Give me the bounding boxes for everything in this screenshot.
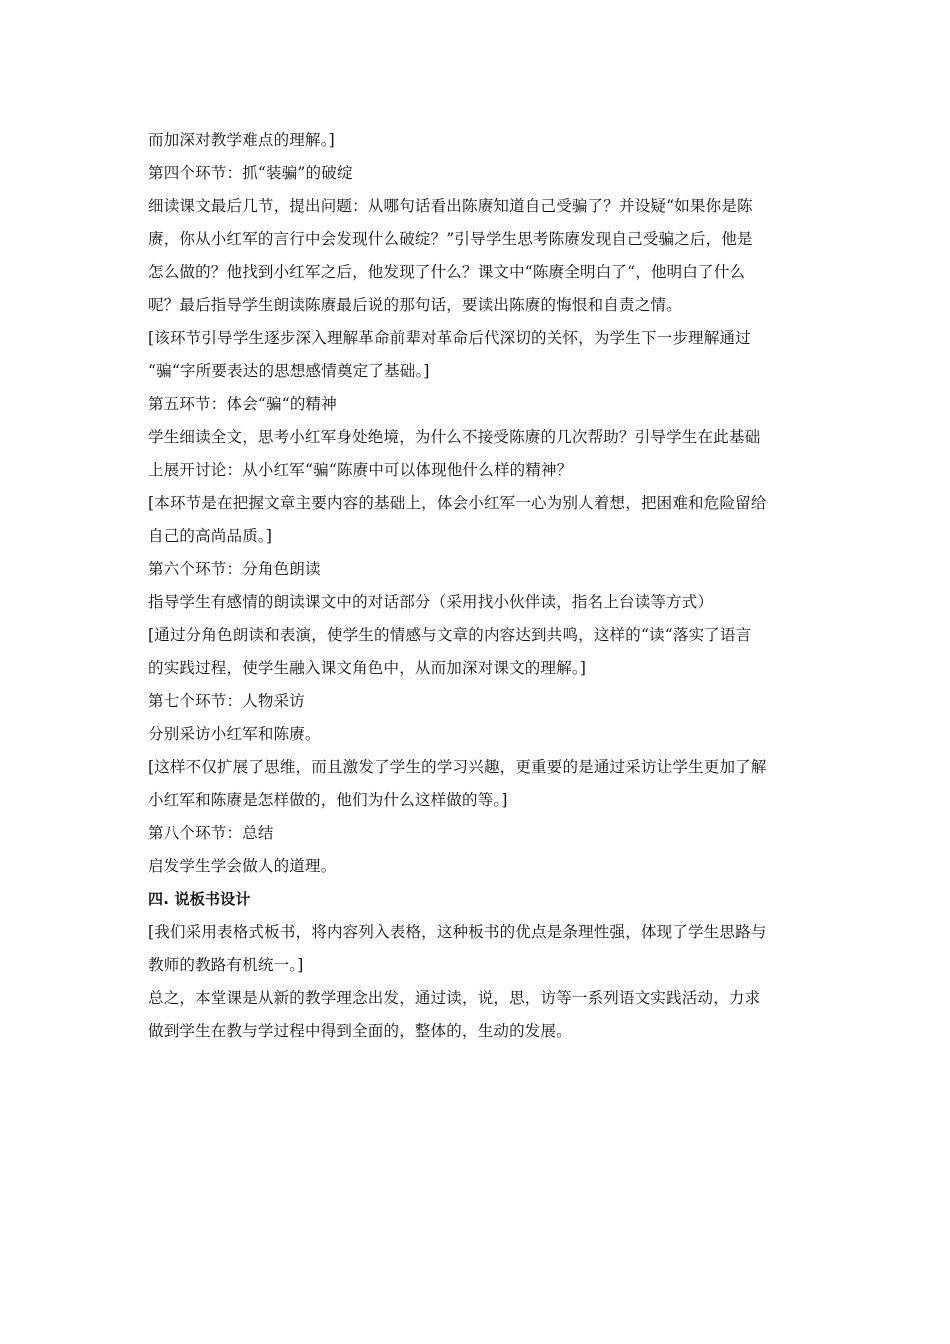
text-line: 分别采访小红军和陈赓。 (148, 725, 321, 743)
summary-line: 总之，本堂课是从新的教学理念出发，通过读，说，思，访等一系列语文实践活动，力求 (148, 989, 761, 1007)
commentary-line: [我们采用表格式板书，将内容列入表格，这种板书的优点是条理性强，体现了学生思路与 (148, 923, 767, 941)
section-title-step-7: 第七个环节：人物采访 (148, 692, 306, 710)
text-line: 怎么做的？他找到小红军之后，他发现了什么？课文中“陈赓全明白了“，他明白了什么 (148, 263, 746, 281)
section-heading-board-design: 四. 说板书设计 (148, 890, 251, 908)
commentary-line: 的实践过程，使学生融入课文角色中，从而加深对课文的理解。] (148, 659, 587, 677)
commentary-line: [本环节是在把握文章主要内容的基础上，体会小红军一心为别人着想，把困难和危险留给 (148, 494, 767, 512)
text-line: 赓，你从小红军的言行中会发现什么破绽？”引导学生思考陈赓发现自己受骗之后，他是 (148, 230, 753, 248)
text-line: 而加深对教学难点的理解。] (148, 131, 335, 149)
commentary-line: 教师的教路有机统一。] (148, 956, 304, 974)
section-title-step-6: 第六个环节：分角色朗读 (148, 560, 321, 578)
commentary-line: 自己的高尚品质。] (148, 527, 273, 545)
commentary-line: [通过分角色朗读和表演，使学生的情感与文章的内容达到共鸣，这样的“读“落实了语言 (148, 626, 752, 644)
text-line: 上展开讨论：从小红军“骗“陈赓中可以体现他什么样的精神？ (148, 461, 573, 479)
section-title-step-8: 第八个环节：总结 (148, 824, 274, 842)
summary-line: 做到学生在教与学过程中得到全面的，整体的，生动的发展。 (148, 1022, 572, 1040)
document-body (148, 124, 816, 1048)
commentary-line: [这样不仅扩展了思维，而且激发了学生的学习兴趣，更重要的是通过采访让学生更加了解 (148, 758, 767, 776)
text-line: 呢？最后指导学生朗读陈赓最后说的那句话，要读出陈赓的悔恨和自责之情。 (148, 296, 682, 314)
section-title-step-4: 第四个环节：抓“装骗”的破绽 (148, 164, 353, 182)
text-line: 指导学生有感情的朗读课文中的对话部分（采用找小伙伴读，指名上台读等方式） (148, 593, 714, 611)
commentary-line: [该环节引导学生逐步深入理解革命前辈对革命后代深切的关怀，为学生下一步理解通过 (148, 329, 751, 347)
commentary-line: “骗“字所要表达的思想感情奠定了基础。] (148, 362, 430, 380)
text-line: 细读课文最后几节，提出问题：从哪句话看出陈赓知道自己受骗了？并设疑“如果你是陈 (148, 197, 753, 215)
text-line: 学生细读全文，思考小红军身处绝境，为什么不接受陈赓的几次帮助？引导学生在此基础 (148, 428, 761, 446)
text-line: 启发学生学会做人的道理。 (148, 857, 337, 875)
commentary-line: 小红军和陈赓是怎样做的，他们为什么这样做的等。] (148, 791, 508, 809)
section-title-step-5: 第五环节：体会“骗“的精神 (148, 395, 337, 413)
